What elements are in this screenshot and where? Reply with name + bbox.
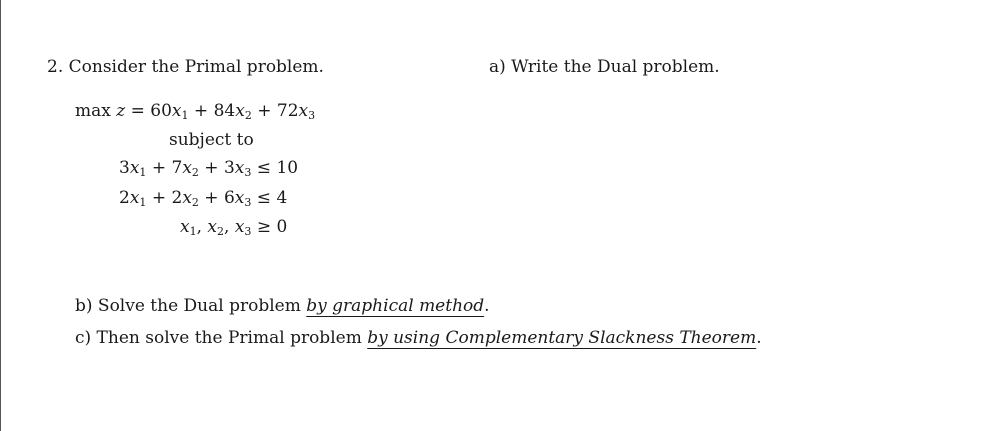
part-c-text: c) Then solve the Primal problem xyxy=(75,328,362,348)
problem-header xyxy=(47,57,324,77)
objective-function: $\max z = 60x_1 + 84x_2 + 72x_3$ xyxy=(75,101,316,122)
part-b: b) Solve the Dual problem by graphical method. xyxy=(75,296,490,316)
subject-to-label: subject to xyxy=(169,130,254,150)
constraint-2: $2x_1 + 2x_2 + 6x_3 \le 4$ xyxy=(119,188,288,209)
objective-rel: = xyxy=(130,101,145,121)
objective-prefix: max xyxy=(75,101,111,121)
part-b-text: b) Solve the Dual problem xyxy=(75,296,301,316)
problem-intro: Consider the Primal problem. xyxy=(68,57,324,77)
objective-term-3: $72x_3$ xyxy=(276,101,316,122)
objective-term-2: $84x_2$ xyxy=(213,101,252,122)
problem-number: 2. xyxy=(47,57,64,77)
left-border xyxy=(0,0,1,431)
part-c: c) Then solve the Primal problem by using Complementary Slackness Theorem. xyxy=(75,328,762,348)
nonnegativity-constraint: $x_1$, $x_2$, $x_3 \ge 0$ xyxy=(180,217,288,238)
objective-term-1: $60x_1$ xyxy=(150,101,189,122)
part-c-method: by using Complementary Slackness Theorem xyxy=(367,328,757,348)
constraint-1: $3x_1 + 7x_2 + 3x_3 \le 10$ xyxy=(119,158,299,179)
part-a: a) Write the Dual problem. xyxy=(489,57,720,77)
objective-lhs: z xyxy=(116,101,126,121)
part-b-method: by graphical method xyxy=(306,296,485,316)
